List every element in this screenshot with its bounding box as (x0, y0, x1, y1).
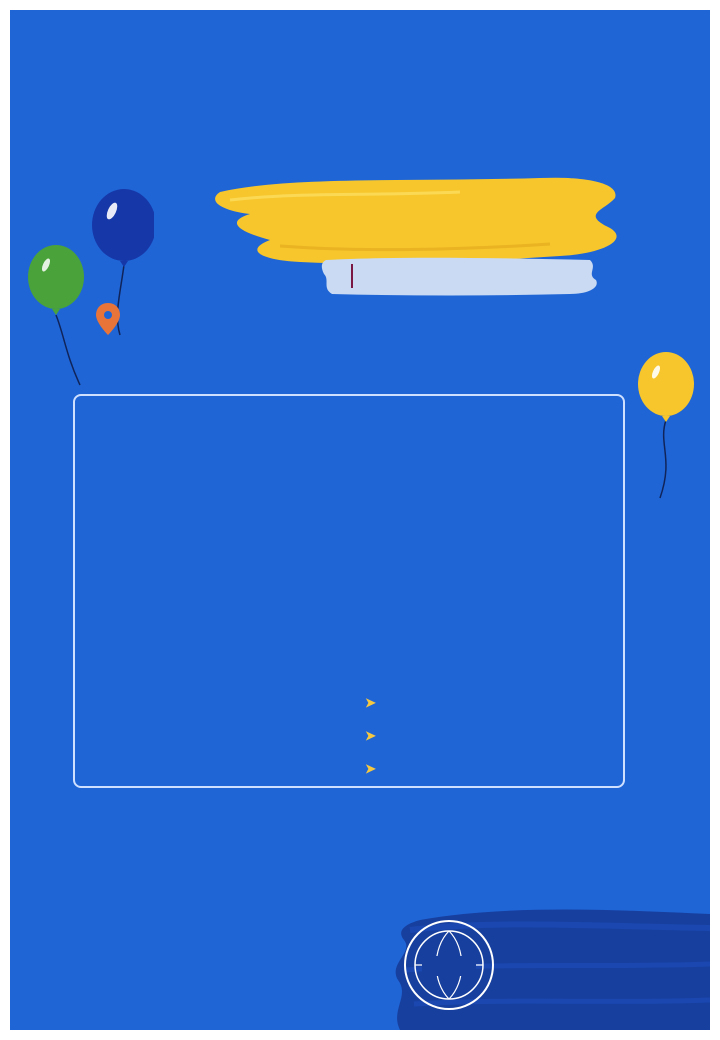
support-list (365, 686, 585, 785)
location-pin-icon (96, 303, 120, 335)
date-brush-strip (320, 254, 600, 298)
list-item (365, 719, 585, 752)
balloon-right (630, 348, 700, 508)
event-date-time (345, 260, 359, 290)
date-separator (351, 264, 353, 288)
list-item (365, 752, 585, 785)
box-spacer (95, 404, 595, 429)
cisv-globe-logo (402, 918, 496, 1012)
balloon-cluster-left (24, 185, 154, 395)
balloon-icon (28, 245, 84, 385)
arrow-bullet-icon: ➤ (365, 694, 376, 710)
event-poster (10, 10, 710, 1030)
arrow-bullet-icon: ➤ (365, 727, 376, 743)
balloon-icon (638, 352, 694, 498)
info-box-text (95, 404, 595, 429)
people-chain-bottom (10, 910, 400, 1020)
list-item (365, 686, 585, 719)
people-chain-top (10, 10, 710, 90)
arrow-bullet-icon: ➤ (365, 760, 376, 776)
